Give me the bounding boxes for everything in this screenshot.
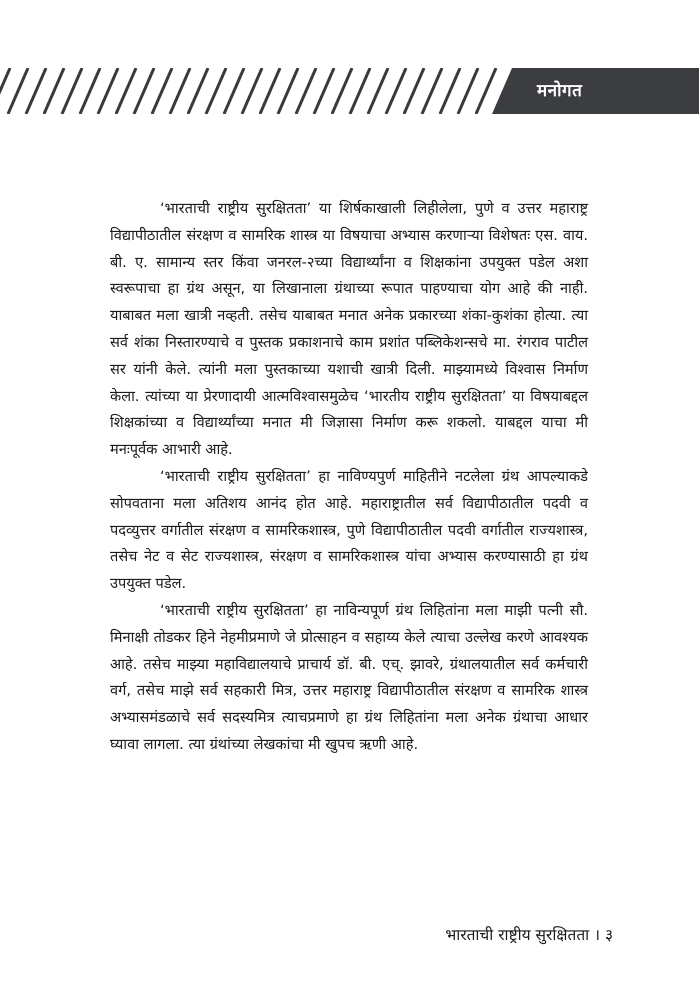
footer-book-title: भारताची राष्ट्रीय सुरक्षितता [445,926,590,944]
footer-separator: । [594,926,600,944]
body-text [110,196,588,759]
paragraph-3: ‘भारताची राष्ट्रीय सुरक्षितता’ हा नाविन्यपूर्ण ग्रंथ लिहितांना मला माझी पत्नी सौ. मिनाक्षी तोडकर हिने नेहमीप्रमाणे जे प्रोत्साहन व सहाय्य केले त्याचा उल्लेख करणे आवश्यक आहे. तसेच माझ्या महाविद्यालयाचे प्राचार्य डॉ. बी. एच्. झावरे, ग्रंथालयातील सर्व कर्मचारी वर्ग, तसेच माझे सर्व सहकारी मित्र, उत्तर महाराष्ट्र विद्यापीठातील संरक्षण व सामरिक शास्त्र अभ्यासमंडळाचे सर्व सदस्यमित्र त्याचप्रमाणे हा ग्रंथ लिहितांना मला अनेक ग्रंथाचा आधार घ्यावा लागला. त्या ग्रंथांच्या लेखकांचा मी खुपच ऋणी आहे. [110,601,589,753]
page-footer [445,924,613,946]
paragraph-2: ‘भारताची राष्ट्रीय सुरक्षितता’ हा नाविण्यपुर्ण माहितीने नटलेला ग्रंथ आपल्याकडे सोपवताना मला अतिशय आनंद होत आहे. महाराष्ट्रातील सर्व विद्यापीठातील पदवी व पदव्युत्तर वर्गातील संरक्षण व सामरिकशास्त्र, पुणे विद्यापीठातील पदवी वर्गातील राज्यशास्त्र, तसेच नेट व सेट राज्यशास्त्र, संरक्षण व सामरिकशास्त्र यांचा अभ्यास करण्यासाठी हा ग्रंथ उपयुक्त पडेल. [110,467,588,593]
page-title: मनोगत [537,81,583,101]
paragraph-1: ‘भारताची राष्ट्रीय सुरक्षितता’ या शिर्षकाखाली लिहीलेला, पुणे व उत्तर महाराष्ट्र विद्यापीठातील संरक्षण व सामरिक शास्त्र या विषयाचा अभ्यास करणाऱ्या विशेषतः एस. वाय. बी. ए. सामान्य स्तर किंवा जनरल-२च्या विद्यार्थ्यांना व शिक्षकांना उपयुक्त पडेल अशा स्वरूपाचा हा ग्रंथ असून, या लिखानाला ग्रंथाच्या रूपात पाहण्याचा योग आहे की नाही. याबाबत मला खात्री नव्हती. तसेच याबाबत मनात अनेक प्रकारच्या शंका-कुशंका होत्या. त्या सर्व शंका निस्तारण्याचे व पुस्तक प्रकाशनाचे काम प्रशांत पब्लिकेशन्सचे मा. रंगराव पाटील सर यांनी केले. त्यांनी मला पुस्तकाच्या यशाची खात्री दिली. माझ्यामध्ये विश्वास निर्माण केला. त्यांच्या या प्रेरणादायी आत्मविश्वासमुळेच ‘भारतीय राष्ट्रीय सुरक्षितता’ या विषयाबद्दल शिक्षकांच्या व विद्यार्थ्यांच्या मनात मी जिज्ञासा निर्माण करू शकलो. याबद्दल याचा मी मनःपूर्वक आभारी आहे. [110,200,588,459]
page-number: ३ [604,926,613,944]
